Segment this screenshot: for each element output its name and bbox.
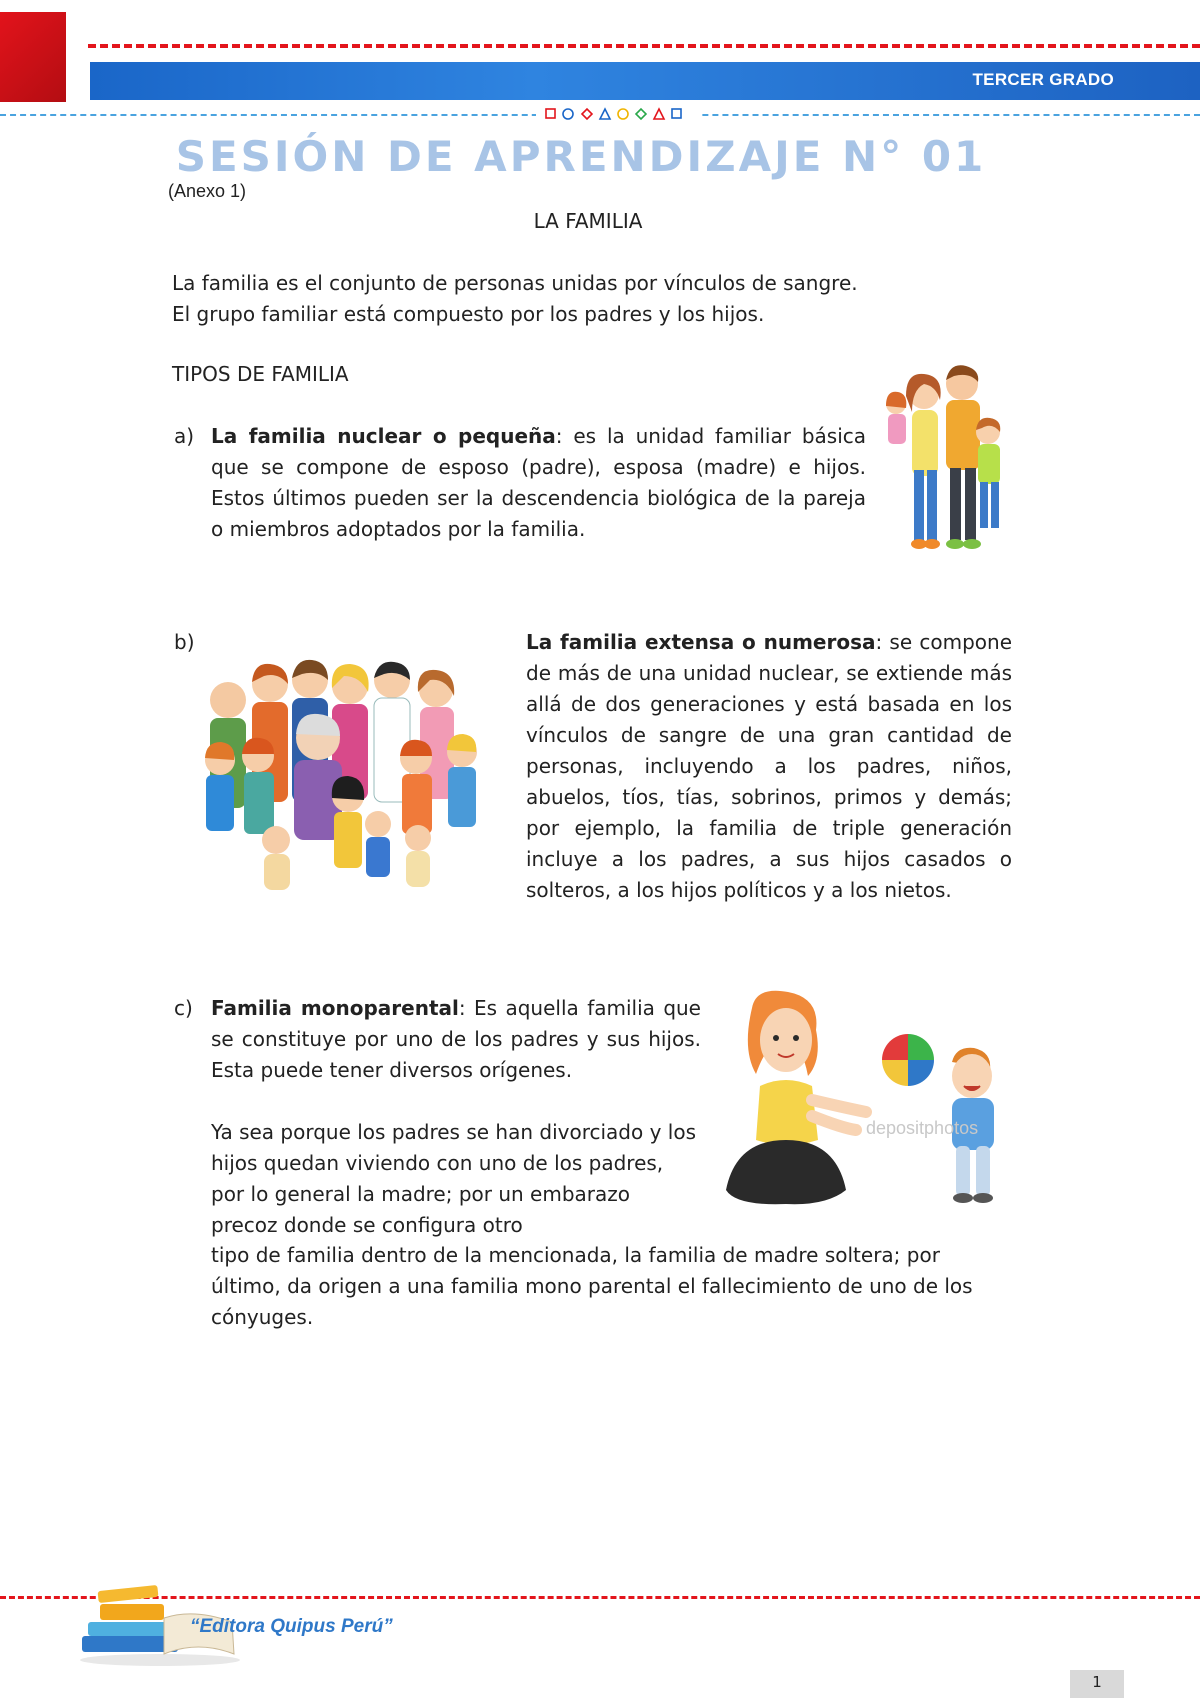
type-c-marker: c)	[174, 996, 193, 1020]
type-c-paragraph	[211, 993, 701, 1086]
type-a-paragraph	[211, 421, 866, 545]
type-c-paragraph-3: tipo de familia dentro de la mencionada, la familia de madre soltera; por último, da origen a una familia mono parental el fallecimiento de uno de los cónyuges.	[211, 1243, 973, 1329]
grade-label: TERCER GRADO	[972, 70, 1114, 89]
type-b-marker: b)	[174, 630, 195, 654]
extended-family-image	[198, 648, 508, 904]
publisher-name: “Editora Quipus Perú”	[190, 1616, 393, 1637]
page-title: SESIÓN DE APRENDIZAJE N° 01	[175, 132, 987, 181]
type-c-paragraph-2: Ya sea porque los padres se han divorciado y los hijos quedan viviendo con uno de los padres, por lo general la madre; por un embarazo precoz donde se configura otro	[211, 1120, 696, 1237]
intro-line-1: La familia es el conjunto de personas unidas por vínculos de sangre.	[172, 271, 858, 295]
type-c-term: Familia monoparental	[211, 996, 459, 1020]
decorative-shapes	[536, 104, 702, 124]
type-b-paragraph	[526, 627, 1012, 906]
shapes-icon	[544, 107, 694, 121]
type-c-text: : Es aquella familia que se constituye por uno de los padres y sus hijos. Esta puede tener diversos orígenes.	[211, 996, 701, 1082]
annex-label: (Anexo 1)	[168, 181, 247, 201]
header-red-dashed-line	[88, 44, 1200, 48]
page-number: 1	[1070, 1670, 1124, 1698]
types-heading: TIPOS DE FAMILIA	[172, 362, 349, 386]
single-parent-image	[716, 990, 1012, 1220]
section-heading: LA FAMILIA	[533, 209, 643, 233]
type-a-term: La familia nuclear o pequeña	[211, 424, 556, 448]
type-b-term: La familia extensa o numerosa	[526, 630, 876, 654]
type-a-marker: a)	[174, 424, 195, 448]
type-a-text: : es la unidad familiar básica que se compone de esposo (padre), esposa (madre) e hijos. Estos últimos pueden ser la descendencia biológica de la pareja o miembros adoptados por la familia.	[211, 424, 866, 541]
type-b-text: : se compone de más de una unidad nuclear, se extiende más allá de dos generaciones y está basada en los vínculos de sangre de una gran cantidad de personas, incluyendo a los padres, niños, abuelos, tíos, tías, sobrinos, primos y demás; por ejemplo, la familia de triple generación incluye a los padres, a sus hijos casados o solteros, a los hijos políticos y a los nietos.	[526, 630, 1013, 902]
intro-text	[172, 268, 972, 330]
nuclear-family-image	[884, 360, 1014, 560]
header-red-block	[0, 12, 66, 102]
intro-line-2: El grupo familiar está compuesto por los padres y los hijos.	[172, 302, 765, 326]
watermark: depositphotos	[866, 1118, 979, 1138]
